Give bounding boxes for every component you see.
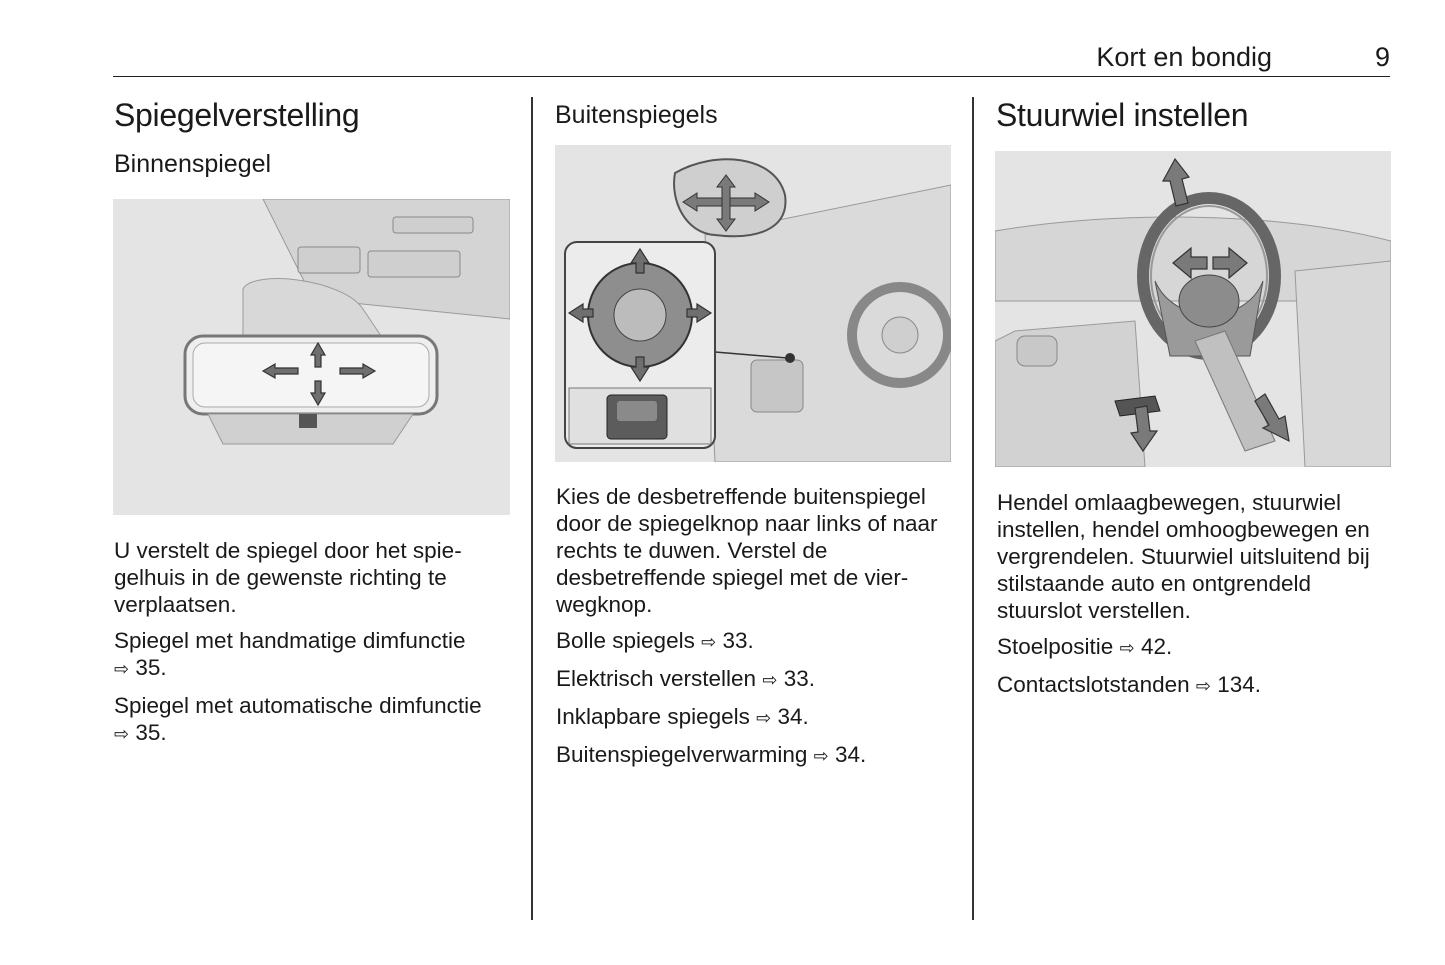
crossref-ignition[interactable]: Contactslotstanden ⇨ 134. [997, 672, 1262, 697]
reference-arrow-icon: ⇨ [701, 632, 717, 653]
reference-arrow-icon: ⇨ [762, 670, 778, 691]
figure-exterior-mirror [555, 145, 951, 462]
paragraph-body: Kies de desbetreffende buitenspiegel door de spiegelknop naar links of naar rechts te duwen. Verstel de desbetreffende spiegel met de vier-wegknop. [556, 484, 938, 617]
crossref-seat[interactable]: Stoelpositie ⇨ 42. [997, 634, 1173, 659]
crossref-convex[interactable]: Bolle spiegels ⇨ 33. [556, 628, 754, 653]
column-steering-wheel [996, 97, 1392, 134]
heading-stuurwiel: Stuurwiel instellen [996, 97, 1249, 133]
page-number: 9 [1374, 42, 1390, 72]
steering-wheel-illustration [995, 151, 1391, 467]
column-divider-2 [972, 97, 974, 920]
paragraph-body: Hendel omlaagbewegen, stuurwiel instellen, hendel omhoogbewegen en vergrendelen. Stuurwiel uitsluitend bij stilstaande auto en ontgrendeld stuurslot verstellen. [997, 490, 1370, 623]
reference-arrow-icon: ⇨ [1119, 638, 1135, 659]
subheading-buitenspiegels: Buitenspiegels [555, 101, 718, 129]
text-exterior-mirrors [556, 483, 956, 779]
crossref-electric[interactable]: Elektrisch verstellen ⇨ 33. [556, 666, 815, 691]
crossref-heating[interactable]: Buitenspiegelverwarming ⇨ 34. [556, 742, 867, 767]
figure-interior-mirror [113, 199, 510, 515]
reference-arrow-icon: ⇨ [813, 746, 829, 767]
heading-spiegelverstelling: Spiegelverstelling [114, 97, 360, 133]
paragraph-body: U verstelt de spiegel door het spie-gelhuis in de gewenste richting te verplaatsen. [114, 538, 462, 617]
reference-arrow-icon: ⇨ [114, 659, 130, 680]
column-exterior-mirrors [555, 97, 952, 130]
page-header [113, 40, 1390, 77]
crossref-manual-dim[interactable]: Spiegel met handmatige dimfunctie ⇨ 35. [114, 628, 466, 680]
text-steering-wheel [997, 489, 1393, 709]
figure-steering-wheel [995, 151, 1391, 467]
reference-arrow-icon: ⇨ [1195, 676, 1211, 697]
column-divider-1 [531, 97, 533, 920]
crossref-folding[interactable]: Inklapbare spiegels ⇨ 34. [556, 704, 809, 729]
text-interior-mirror [114, 537, 514, 757]
crossref-auto-dim[interactable]: Spiegel met automatische dimfunctie ⇨ 35. [114, 693, 482, 745]
reference-arrow-icon: ⇨ [114, 724, 130, 745]
column-mirror-adjust [114, 97, 512, 179]
exterior-mirror-illustration [555, 145, 951, 462]
section-title: Kort en bondig [1096, 42, 1272, 72]
interior-mirror-illustration [113, 199, 510, 515]
reference-arrow-icon: ⇨ [756, 708, 772, 729]
subheading-binnenspiegel: Binnenspiegel [114, 150, 272, 178]
